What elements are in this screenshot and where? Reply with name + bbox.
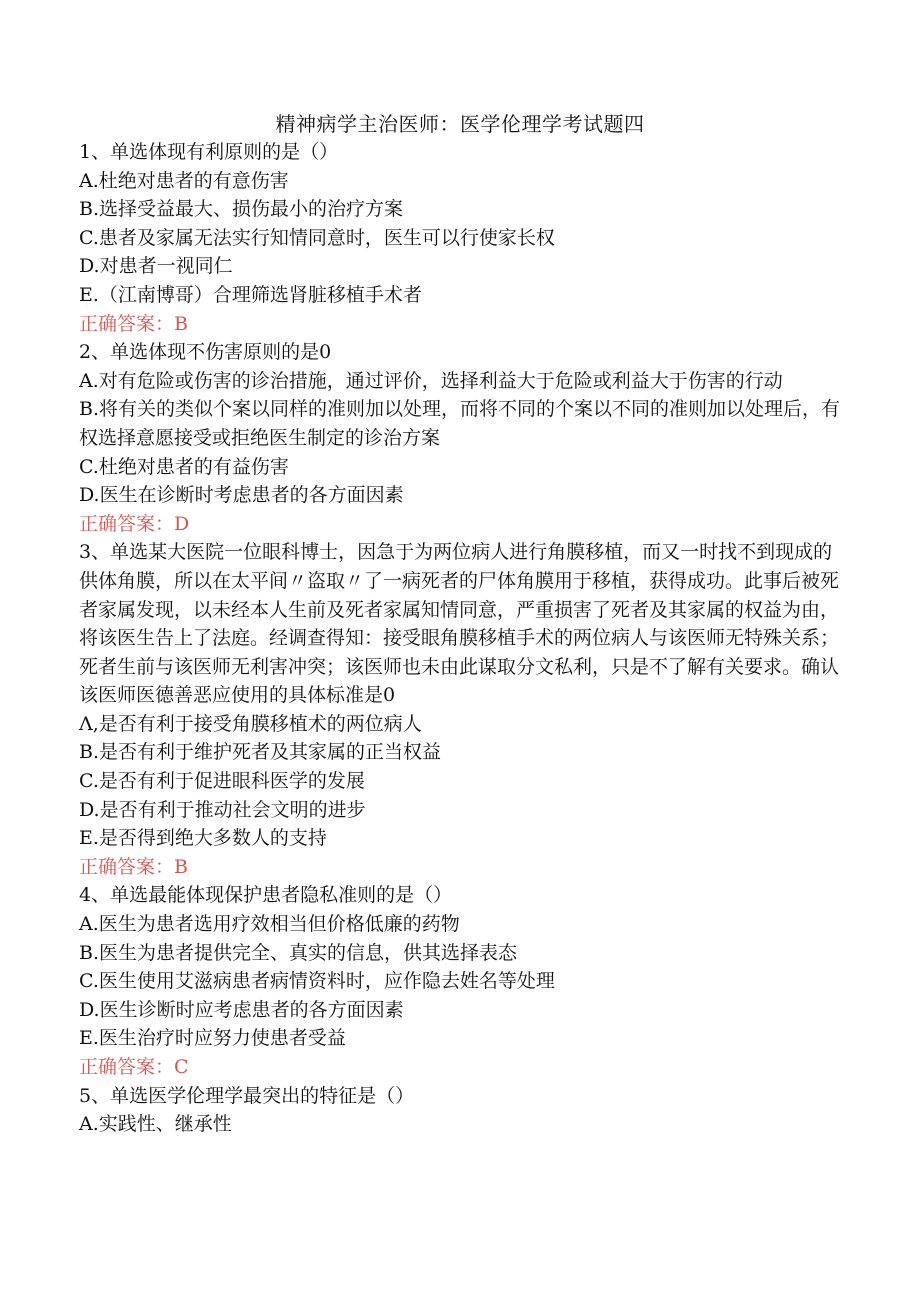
question-stem: 1、单选体现有利原则的是（） [79,141,339,163]
correct-answer [79,310,849,339]
answer-letter: C [174,1056,189,1078]
option-d: D.医生在诊断时考虑患者的各方面因素 [79,484,404,507]
page-title: 精神病学主治医师：医学伦理学考试题四 [275,112,645,136]
option-b: B.是否有利于维护死者及其家属的正当权益 [79,741,442,764]
option-a: A.杜绝对患者的有意伤害 [79,169,289,192]
correct-answer [79,510,849,539]
answer-label: 正确答案： [79,855,175,878]
option-e: E.（江南博哥）合理筛选肾脏移植手术者 [79,283,422,306]
option-a: A.对有危险或伤害的诊治措施，通过评价，选择利益大于危险或利益大于伤害的行动 [79,369,783,392]
option-c: C.医生使用艾滋病患者病情资料时，应作隐去姓名等处理 [79,970,555,993]
option-b: B.将有关的类似个案以同样的准则加以处理，而将不同的个案以不同的准则加以处理后，有权选择意愿接受或拒绝医生制定的诊治方案 [79,398,841,449]
option-b: B.医生为患者提供完全、真实的信息，供其选择表态 [79,941,518,964]
answer-label: 正确答案： [79,512,175,535]
answer-letter: D [174,512,190,535]
correct-answer [79,1053,849,1082]
option-b: B.选择受益最大、损伤最小的治疗方案 [79,198,404,221]
question-stem: 2、单选体现不伤害原则的是0 [79,341,332,364]
option-d: D.医生诊断时应考虑患者的各方面因素 [79,998,404,1021]
option-a: A.实践性、继承性 [79,1113,232,1136]
answer-letter: B [174,855,188,878]
question-stem: 4、单选最能体现保护患者隐私准则的是（） [79,884,453,907]
option-c: C.患者及家属无法实行知情同意时，医生可以行使家长权 [79,226,555,249]
question-stem: 5、单选医学伦理学最突出的特征是（） [79,1084,415,1107]
question-list [79,138,849,1139]
answer-label: 正确答案： [79,1056,175,1078]
answer-label: 正确答案： [79,312,175,335]
option-a: A.医生为患者选用疗效相当但价格低廉的药物 [79,913,460,936]
option-d: D.对患者一视同仁 [79,255,233,278]
option-c: C.杜绝对患者的有益伤害 [79,455,289,478]
option-e: E.医生治疗时应努力使患者受益 [79,1027,346,1050]
option-e: E.是否得到绝大多数人的支持 [79,827,327,850]
option-a: Λ,是否有利于接受角膜移植术的两位病人 [79,712,422,735]
answer-letter: B [174,312,188,335]
question-stem: 3、单选某大医院一位眼科博士，因急于为两位病人进行角膜移植，而又一时找不到现成的供体角膜，所以在太平间〃盗取〃了一病死者的尸体角膜用于移植，获得成功。此事后被死者家属发现，以未经本人生前及死者家属知情同意，严重损害了死者及其家属的权益为由，将该医生告上了法庭。经调查得知：接受眼角膜移植手术的两位病人与该医师无特殊关系；死者生前与该医师无利害冲突；该医师也未由此谋取分文私利，只是不了解有关要求。确认该医师医德善恶应使用的具体标准是0 [79,541,840,707]
option-d: D.是否有利于推动社会文明的进步 [79,798,366,821]
option-c: C.是否有利于促进眼科医学的发展 [79,770,365,793]
correct-answer [79,853,849,882]
